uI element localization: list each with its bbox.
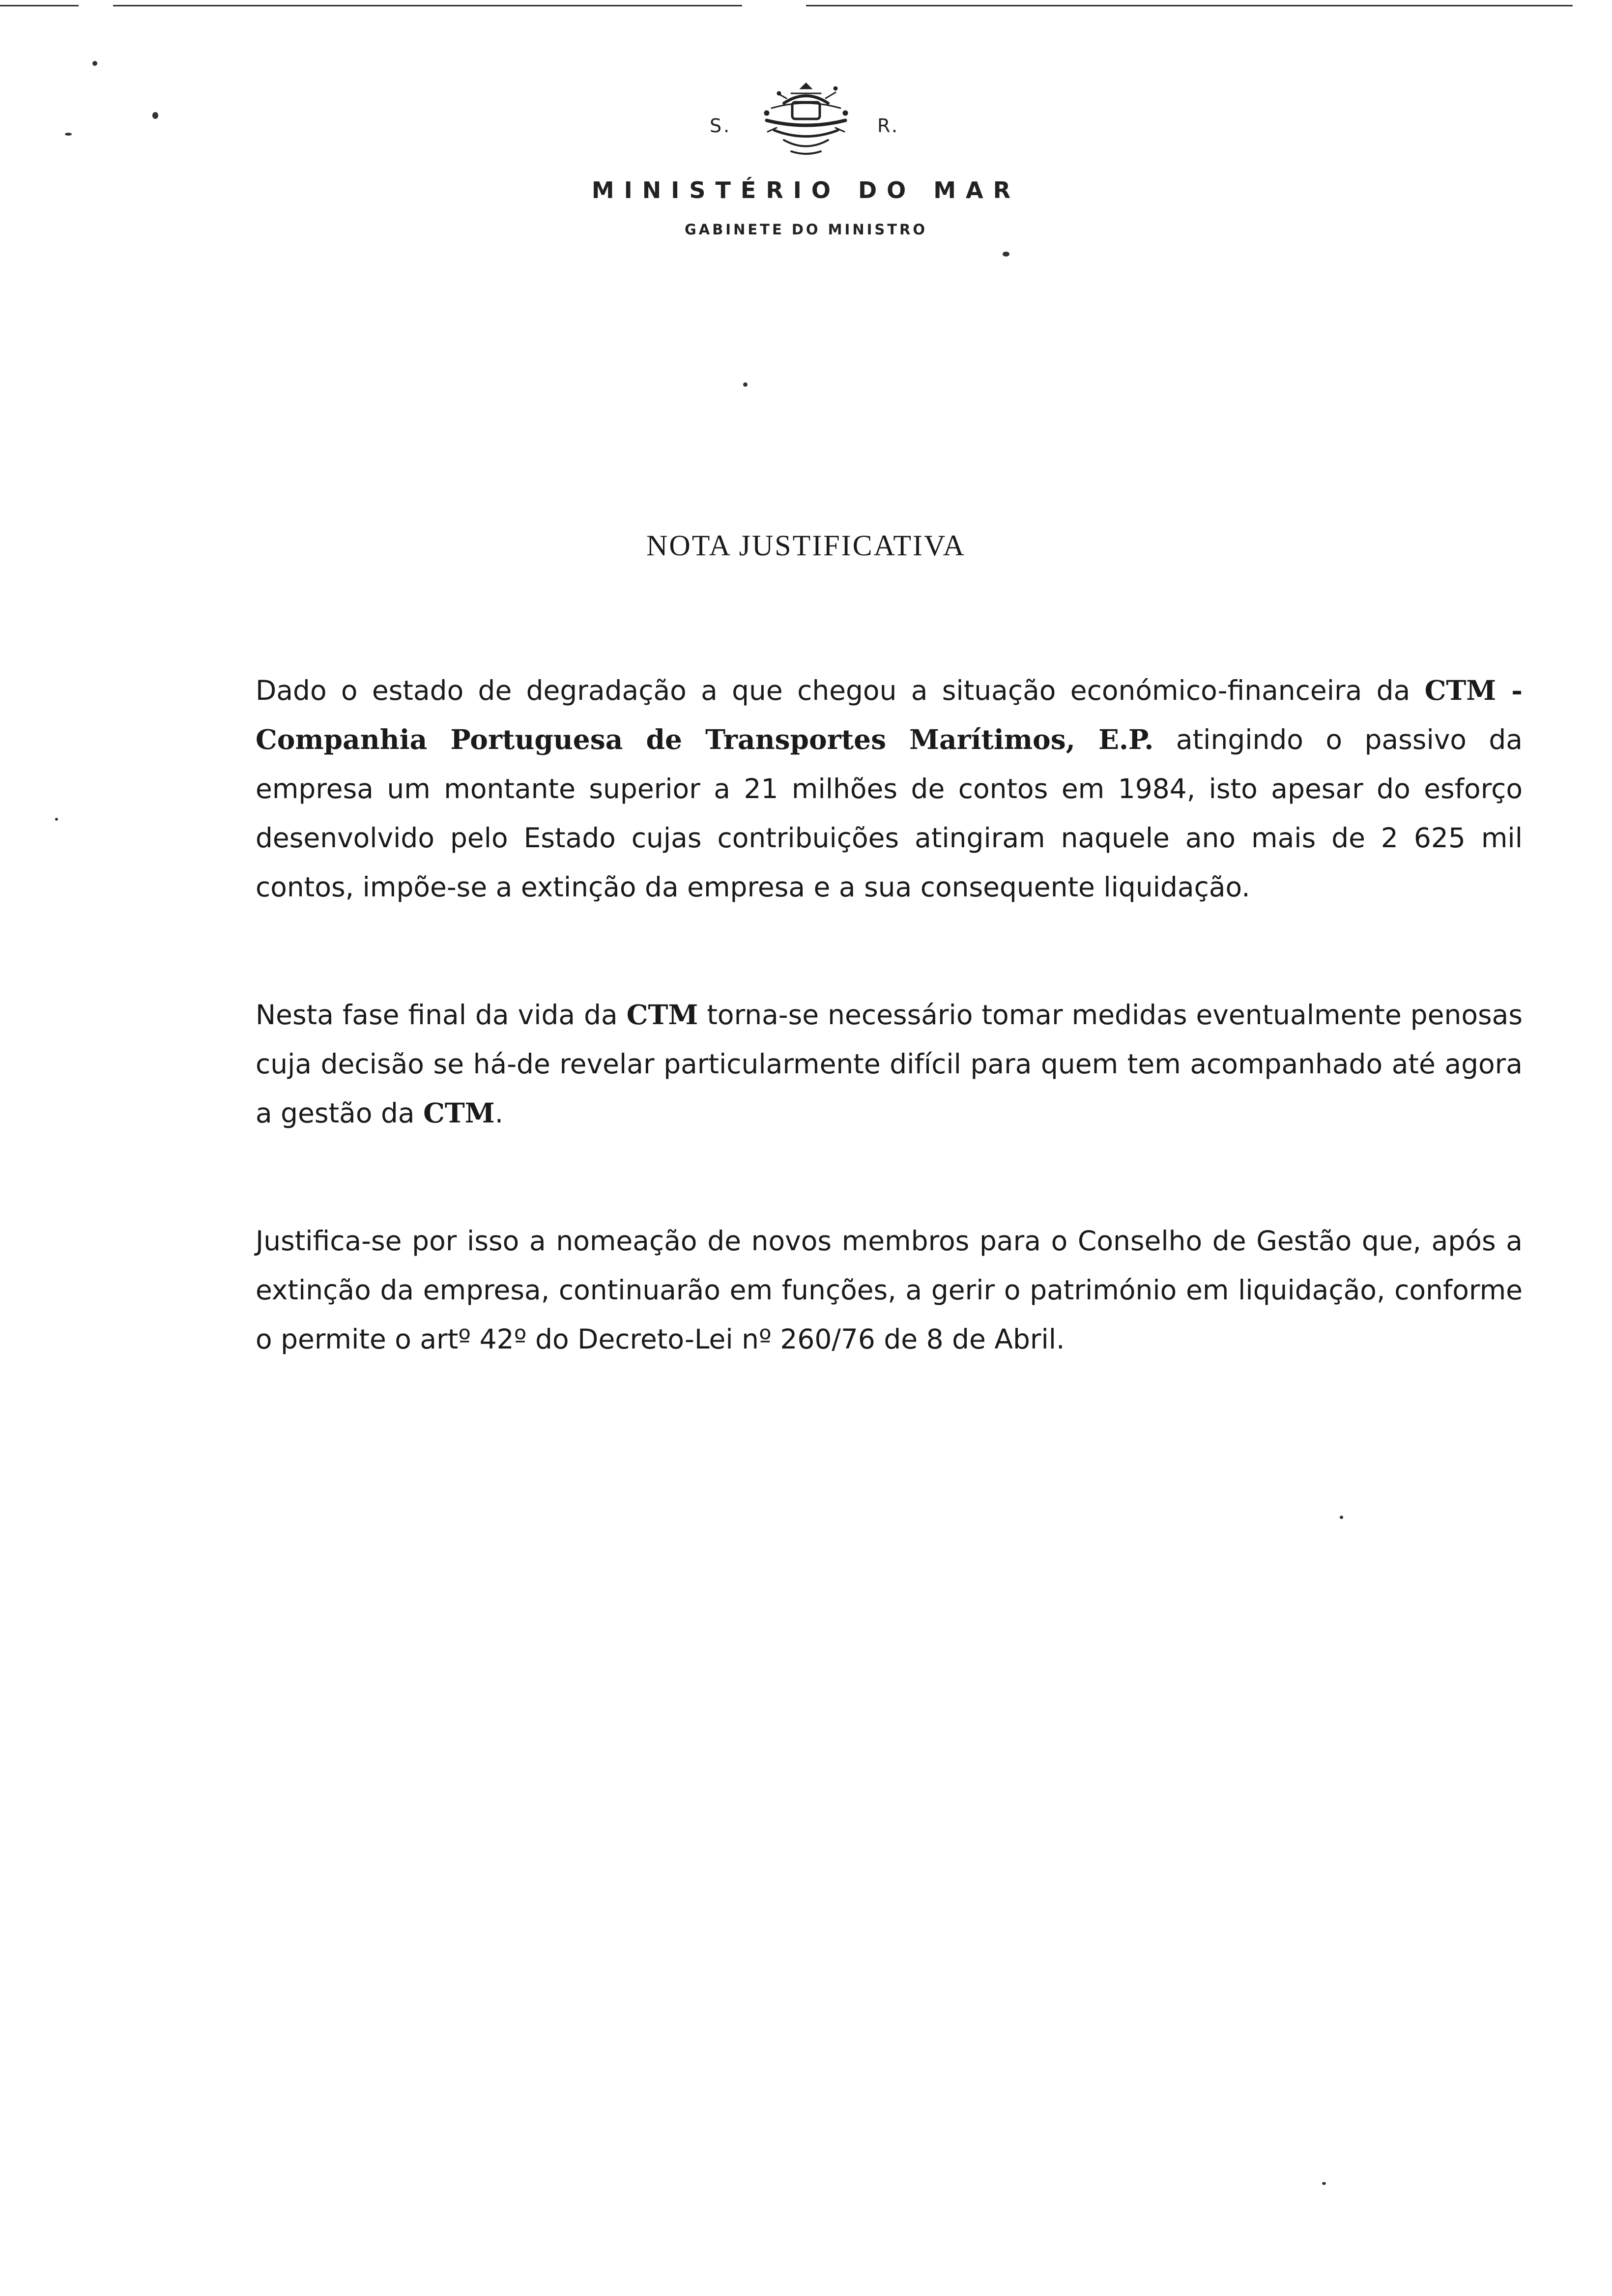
scan-speck: [1322, 2182, 1326, 2185]
document-body: [256, 666, 1523, 1442]
paragraph-2: [256, 990, 1523, 1138]
paragraph-2-text-b: torna-se necessário tomar medidas eventualmente penosas cuja decisão se há-de revelar particularmente difícil para quem tem acompanhado até agora a gestão da: [256, 999, 1523, 1129]
scan-rule: [806, 5, 1573, 6]
scan-speck: [743, 382, 748, 387]
paragraph-1: [256, 666, 1523, 912]
document-title: NOTA JUSTIFICATIVA: [646, 529, 966, 562]
letterhead-initial-r: R.: [877, 115, 900, 137]
company-name: CTM - Companhia Portuguesa de Transportes Marítimos, E.P.: [256, 674, 1523, 755]
cabinet-name: GABINETE DO MINISTRO: [684, 221, 928, 238]
company-abbrev: CTM: [423, 1097, 495, 1129]
letterhead-initial-s: S.: [710, 115, 732, 137]
scan-speck: [55, 818, 58, 821]
letterhead: [511, 74, 1101, 251]
scan-rule: [0, 5, 79, 6]
scan-speck: [92, 61, 97, 66]
scan-speck: [152, 112, 158, 119]
paragraph-2-text-c: .: [494, 1097, 504, 1129]
scan-speck: [1340, 1516, 1343, 1519]
paragraph-3-text: Justifica-se por isso a nomeação de novos membros para o Conselho de Gestão que, após a extinção da empresa, continuarão em funções, a gerir o património em liquidação, conforme o permite o artº 42º do Decreto-Lei nº 260/76 de 8 de Abril.: [256, 1225, 1523, 1355]
scan-rule: [113, 5, 742, 6]
coat-of-arms-icon: [737, 74, 875, 167]
scan-speck: [1003, 252, 1009, 257]
company-abbrev: CTM: [626, 999, 698, 1031]
ministry-name: MINISTÉRIO DO MAR: [591, 177, 1021, 203]
paragraph-1-text-a: Dado o estado de degradação a que chegou a situação económico-financeira da: [256, 675, 1425, 706]
paragraph-2-text-a: Nesta fase final da vida da: [256, 999, 627, 1031]
paragraph-1-text-b: atingindo o passivo da empresa um montante superior a 21 milhões de contos em 1984, isto apesar do esforço desenvolvido pelo Estado cujas contribuições atingiram naquele ano mais de 2 625 mil contos, impõe-se a extinção da empresa e a sua consequente liquidação.: [256, 724, 1523, 903]
paragraph-3: [256, 1216, 1523, 1364]
scan-speck: [65, 133, 72, 136]
